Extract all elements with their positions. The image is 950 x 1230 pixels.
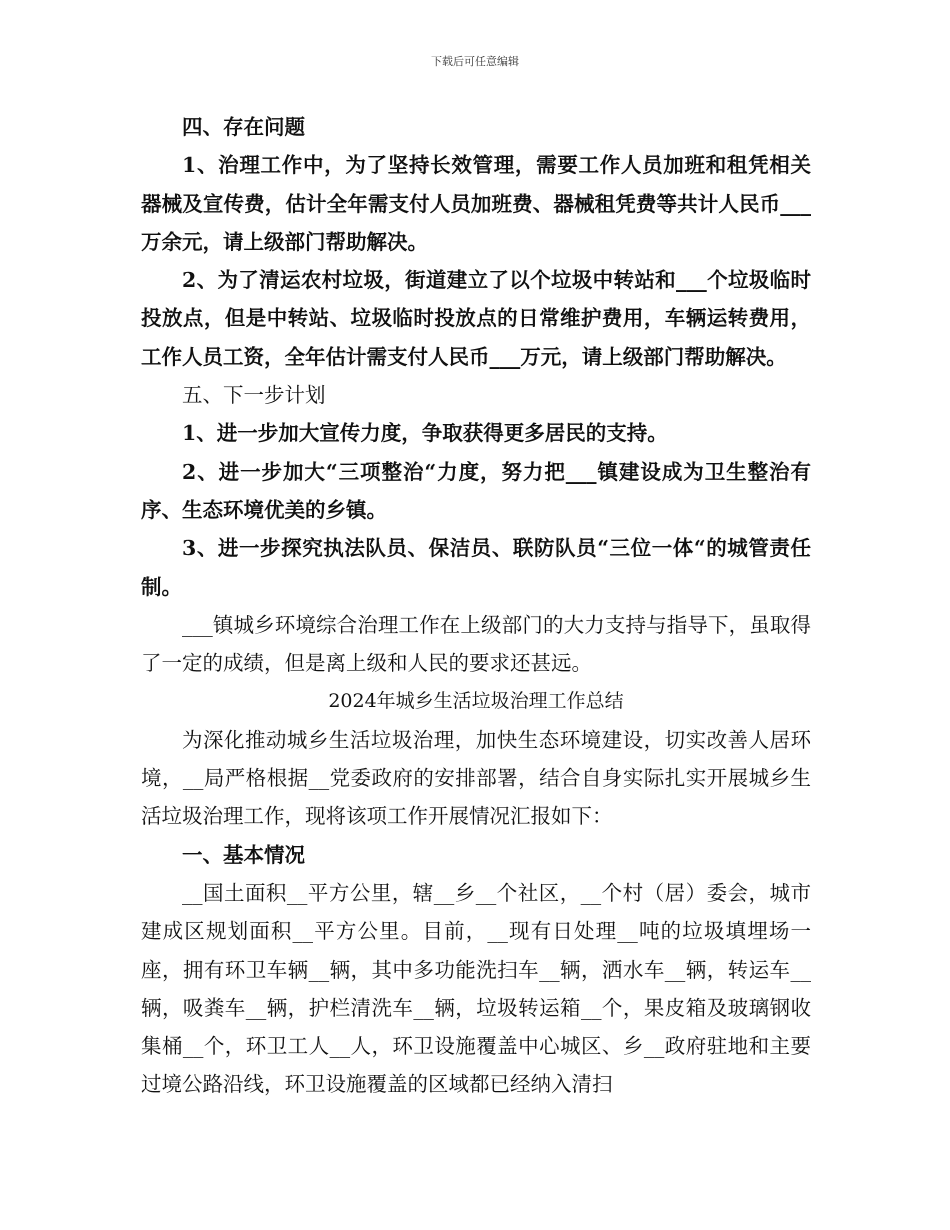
plan-item-1: 1、进一步加大宣传力度，争取获得更多居民的支持。 bbox=[182, 421, 668, 446]
plan-item-2: 2、进一步加大“三项整治“力度，努力把___镇建设成为卫生整治有序、生态环境优美的乡镇。 bbox=[141, 459, 811, 522]
document-body bbox=[141, 108, 811, 1104]
problem-item-1: 1、治理工作中，为了坚持长效管理，需要工作人员加班和租凭相关器械及宣传费，估计全年需支付人员加班费、器械租凭费等共计人民币___万余元，请上级部门帮助解决。 bbox=[141, 153, 811, 254]
plan-item-3: 3、进一步探究执法队员、保洁员、联防队员“三位一体“的城管责任制。 bbox=[141, 536, 811, 599]
intro-paragraph: 为深化推动城乡生活垃圾治理，加快生态环境建设，切实改善人居环境，__局严格根据__党委政府的安排部署，结合自身实际扎实开展城乡生活垃圾治理工作，现将该项工作开展情况汇报如下： bbox=[141, 727, 811, 829]
closing-paragraph: ___镇城乡环境综合治理工作在上级部门的大力支持与指导下，虽取得了一定的成绩，但是离上级和人民的要求还甚远。 bbox=[141, 612, 811, 676]
problem-item-2: 2、为了清运农村垃圾，街道建立了以个垃圾中转站和___个垃圾临时投放点，但是中转站、垃圾临时投放点的日常维护费用，车辆运转费用，工作人员工资，全年估计需支付人民币___万元，请上级部门帮助解决。 bbox=[141, 268, 811, 369]
heading-basic-situation: 一、基本情况 bbox=[182, 842, 305, 867]
basic-situation-paragraph: __国土面积__平方公里，辖__乡__个社区，__个村（居）委会，城市建成区规划面积__平方公里。目前，__现有日处理__吨的垃圾填埋场一座，拥有环卫车辆__辆，其中多功能洗扫车__辆，洒水车__辆，转运车__辆，吸粪车__辆，护栏清洗车__辆，垃圾转运箱__个，果皮箱及玻璃钢收集桶__个，环卫工人__人，环卫设施覆盖中心城区、乡__政府驻地和主要过境公路沿线，环卫设施覆盖的区域都已经纳入清扫 bbox=[141, 880, 811, 1097]
section-title: 2024年城乡生活垃圾治理工作总结 bbox=[328, 690, 624, 713]
page-header: 下载后可任意编辑 bbox=[431, 55, 519, 68]
heading-next-plan: 五、下一步计划 bbox=[182, 383, 326, 408]
heading-problems: 四、存在问题 bbox=[182, 115, 305, 139]
